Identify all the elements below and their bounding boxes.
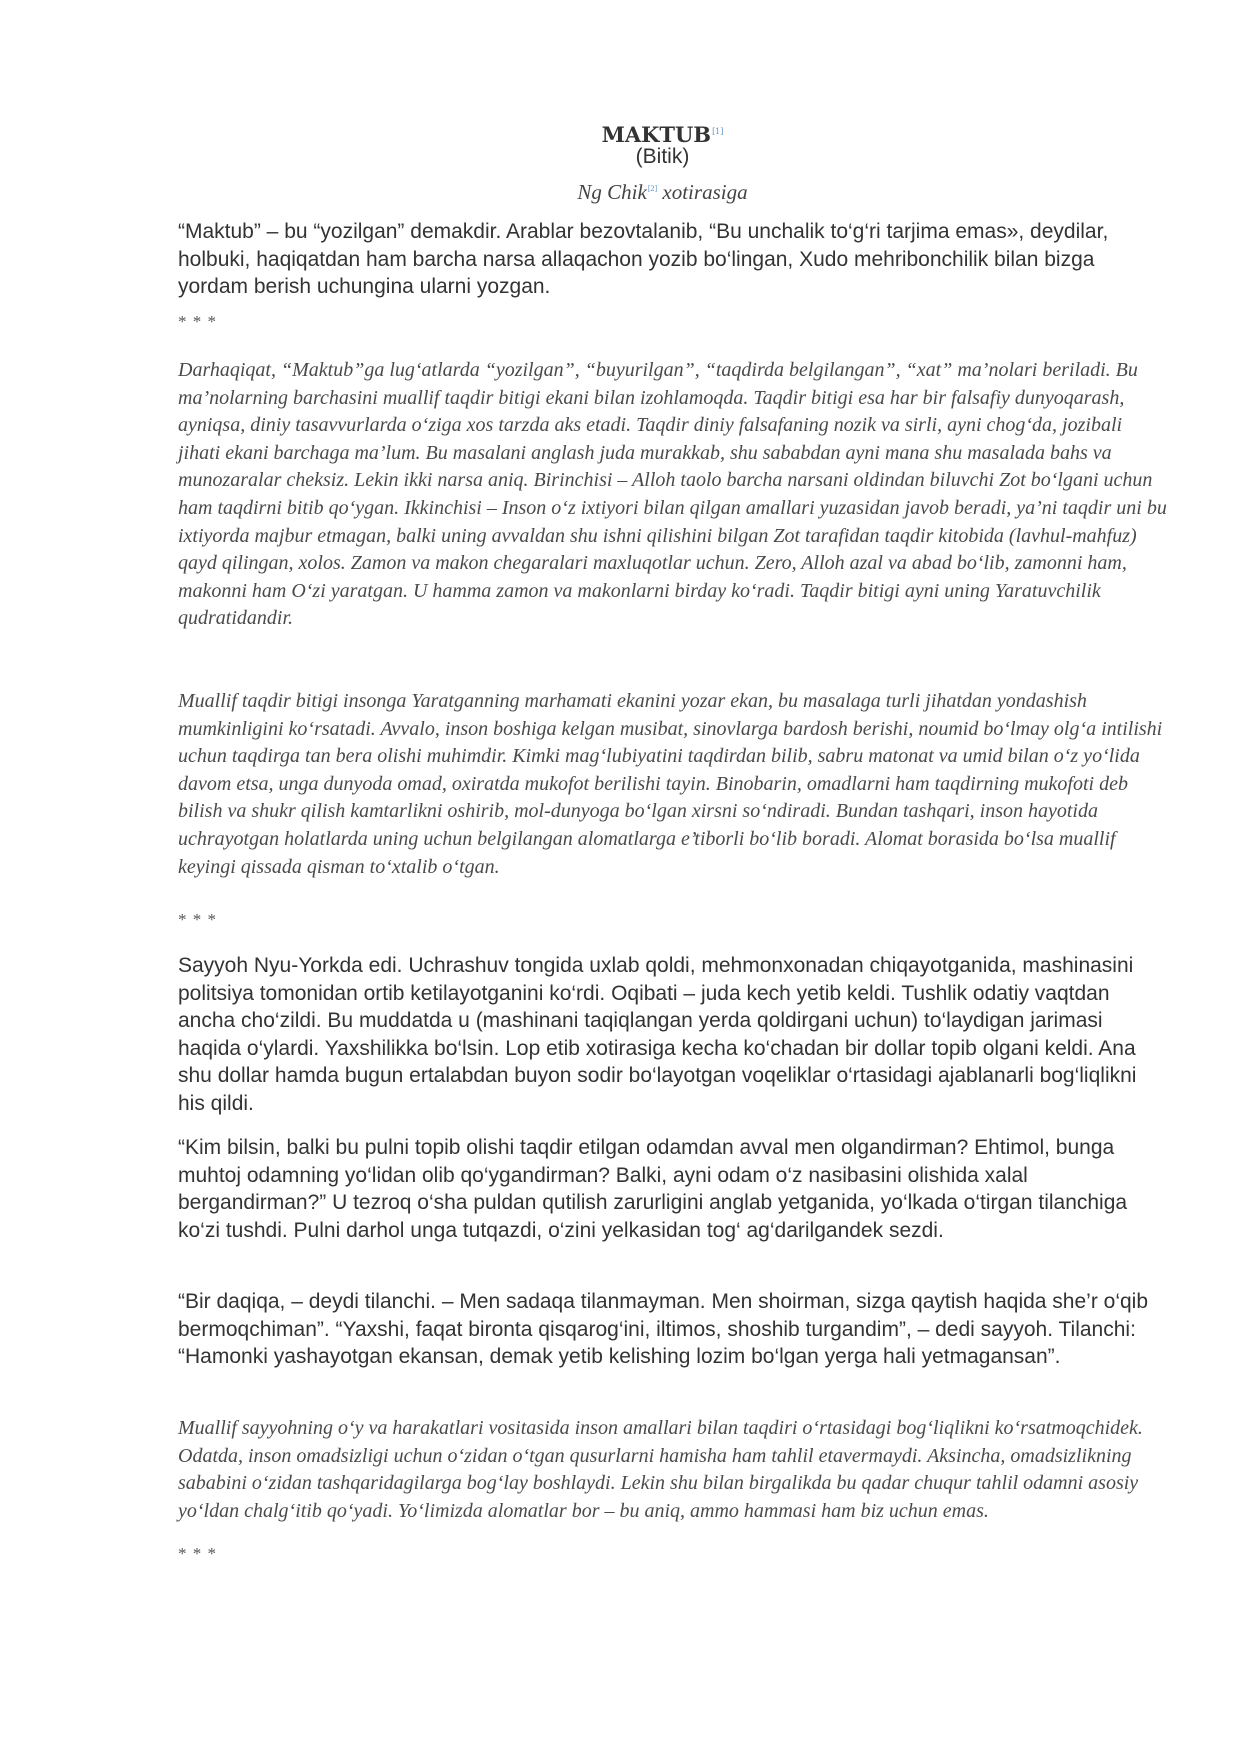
paragraph-intro: “Maktub” – bu “yozilgan” demakdir. Arablar bezovtalanib, “Bu unchalik to‘g‘ri tarjima emas», deydilar, holbuki, haqiqatdan ham barcha narsa allaqachon yozib bo‘lingan, Xudo mehribonchilik bilan bizga yordam berish uchungina ularni yozgan. — [178, 220, 1109, 298]
commentary-1: Darhaqiqat, “Maktub”ga lug‘atlarda “yozilgan”, “buyurilgan”, “taqdirda belgilangan”, “xat” ma’nolari beriladi. Bu ma’nolarning barchasini muallif taqdir bitigi ekani bilan izohlamoqda. Taqdir bitigi esa har bir falsafiy dunyoqarash, ayniqsa, diniy tasavvurlarda o‘ziga xos tarzda aks etadi. Taqdir diniy falsafaning nozik va sirli, ayni chog‘da, jozibali jihati ekani barchaga ma’lum. Bu masalani anglash juda murakkab, shu sababdan ayni mana shu masalada bahs va munozaralar cheksiz. Lekin ikki narsa aniq. Birinchisi – Alloh taolo barcha narsani oldindan biluvchi Zot bo‘lgani uchun ham taqdirni bitib qo‘ygan. Ikkinchisi – Inson o‘z ixtiyori bilan qilgan amallari yuzasidan javob beradi, ya’ni taqdir uni bu ixtiyorda majbur etmagan, balki uning avvaldan shu ishni qilishini bilgan Zot tarafidan taqdir kitobida (lavhul-mahfuz) qayd qilingan, xolos. Zamon va makon chegaralari maxluqotlar uchun. Zero, Alloh azal va abad bo‘lib, zamonni ham, makonni ham O‘zi yaratgan. U hamma zamon va makonlarni birday ko‘radi. Taqdir bitigi ayni uning Yaratuvchilik qudratidandir. — [178, 359, 1167, 630]
footnote-2-link[interactable]: [2] — [647, 184, 658, 193]
separator-3: * * * — [178, 1544, 217, 1563]
paragraph-story-2: “Kim bilsin, balki bu pulni topib olishi taqdir etilgan odamdan avval men olgandirman? Ehtimol, bunga muhtoj odamning yo‘lidan olib qo‘ygandirman? Balki, ayni odam o‘z nasibasini olishida xalal bergandirman?” U tezroq o‘sha puldan qutilish zarurligini anglab yetganida, yo‘lkada o‘tirgan tilanchiga ko‘zi tushdi. Pulni darhol unga tutqazdi, o‘zini yelkasidan tog‘ ag‘darilgandek sezdi. — [178, 1136, 1128, 1242]
footnote-1-link[interactable]: [1] — [712, 127, 724, 136]
paragraph-story-3: “Bir daqiqa, – deydi tilanchi. – Men sadaqa tilanmayman. Men shoirman, sizga qaytish haqida she’r o‘qib bermoqchiman”. “Yaxshi, faqat bironta qisqarog‘ini, iltimos, shoshib turgandim”, – dedi sayyoh. Tilanchi: “Hamonki yashayotgan ekansan, demak yetib kelishing lozim bo‘lgan yerga hali yetmagansan”. — [178, 1290, 1149, 1368]
separator-1: * * * — [178, 312, 217, 331]
document-subtitle: (Bitik) — [635, 145, 690, 168]
commentary-3: Muallif sayyohning o‘y va harakatlari vositasida inson amallari bilan taqdiri o‘rtasidagi bog‘liqlikni ko‘rsatmoqchidek. Odatda, inson omadsizligi uchun o‘zidan o‘tgan qusurlarni hamisha ham tahlil etavermaydi. Aksincha, omadsizlikning sababini o‘zidan tashqaridagilarga bog‘lay boshlaydi. Lekin shu bilan birgalikda bu qadar chuqur tahlil odamni asosiy yo‘ldan chalg‘itib qo‘yadi. Yo‘limizda alomatlar bor – bu aniq, ammo hammasi ham biz uchun emas. — [178, 1417, 1143, 1522]
separator-2: * * * — [178, 910, 217, 929]
dedication-text: xotirasiga — [657, 180, 748, 204]
dedication-name: Ng Chik — [577, 180, 647, 204]
commentary-2: Muallif taqdir bitigi insonga Yaratganning marhamati ekanini yozar ekan, bu masalaga turli jihatdan yondashish mumkinligini ko‘rsatadi. Avvalo, inson boshiga kelgan musibat, sinovlarga bardosh berishi, noumid bo‘lmay olg‘a intilishi uchun taqdirga tan bera olishi muhimdir. Kimki mag‘lubiyatini taqdirdan bilib, sabru matonat va umid bilan o‘z yo‘lida davom etsa, unga dunyoda omad, oxiratda mukofot berilishi tayin. Binobarin, omadlarni ham taqdirning mukofoti deb bilish va shukr qilish kamtarlikni oshirib, mol-dunyoga bo‘lgan xirsni so‘ndiradi. Bundan tashqari, inson hayotida uchrayotgan holatlarda uning uchun belgilangan alomatlarga e’tiborli bo‘lib boradi. Alomat borasida bo‘lsa muallif keyingi qissada qisman to‘xtalib o‘tgan. — [178, 690, 1163, 878]
dedication-line — [0, 175, 1240, 206]
title-text: MAKTUB — [601, 122, 712, 147]
paragraph-story-1: Sayyoh Nyu-Yorkda edi. Uchrashuv tongida uxlab qoldi, mehmonxonadan chiqayotganida, mashinasini politsiya tomonidan ortib ketilayotganini ko‘rdi. Oqibati – juda kech yetib keldi. Tushlik odatiy vaqtdan ancha cho‘zildi. Bu muddatda u (mashinani taqiqlangan yerda qoldirgani uchun) to‘laydigan jarimasi haqida o‘ylardi. Yaxshilikka bo‘lsin. Lop etib xotirasiga kecha ko‘chadan bir dollar topib olgani keldi. Ana shu dollar hamda bugun ertalabdan buyon sodir bo‘layotgan voqeliklar o‘rtasidagi ajablanarli bog‘liqlikni his qildi. — [178, 954, 1137, 1115]
